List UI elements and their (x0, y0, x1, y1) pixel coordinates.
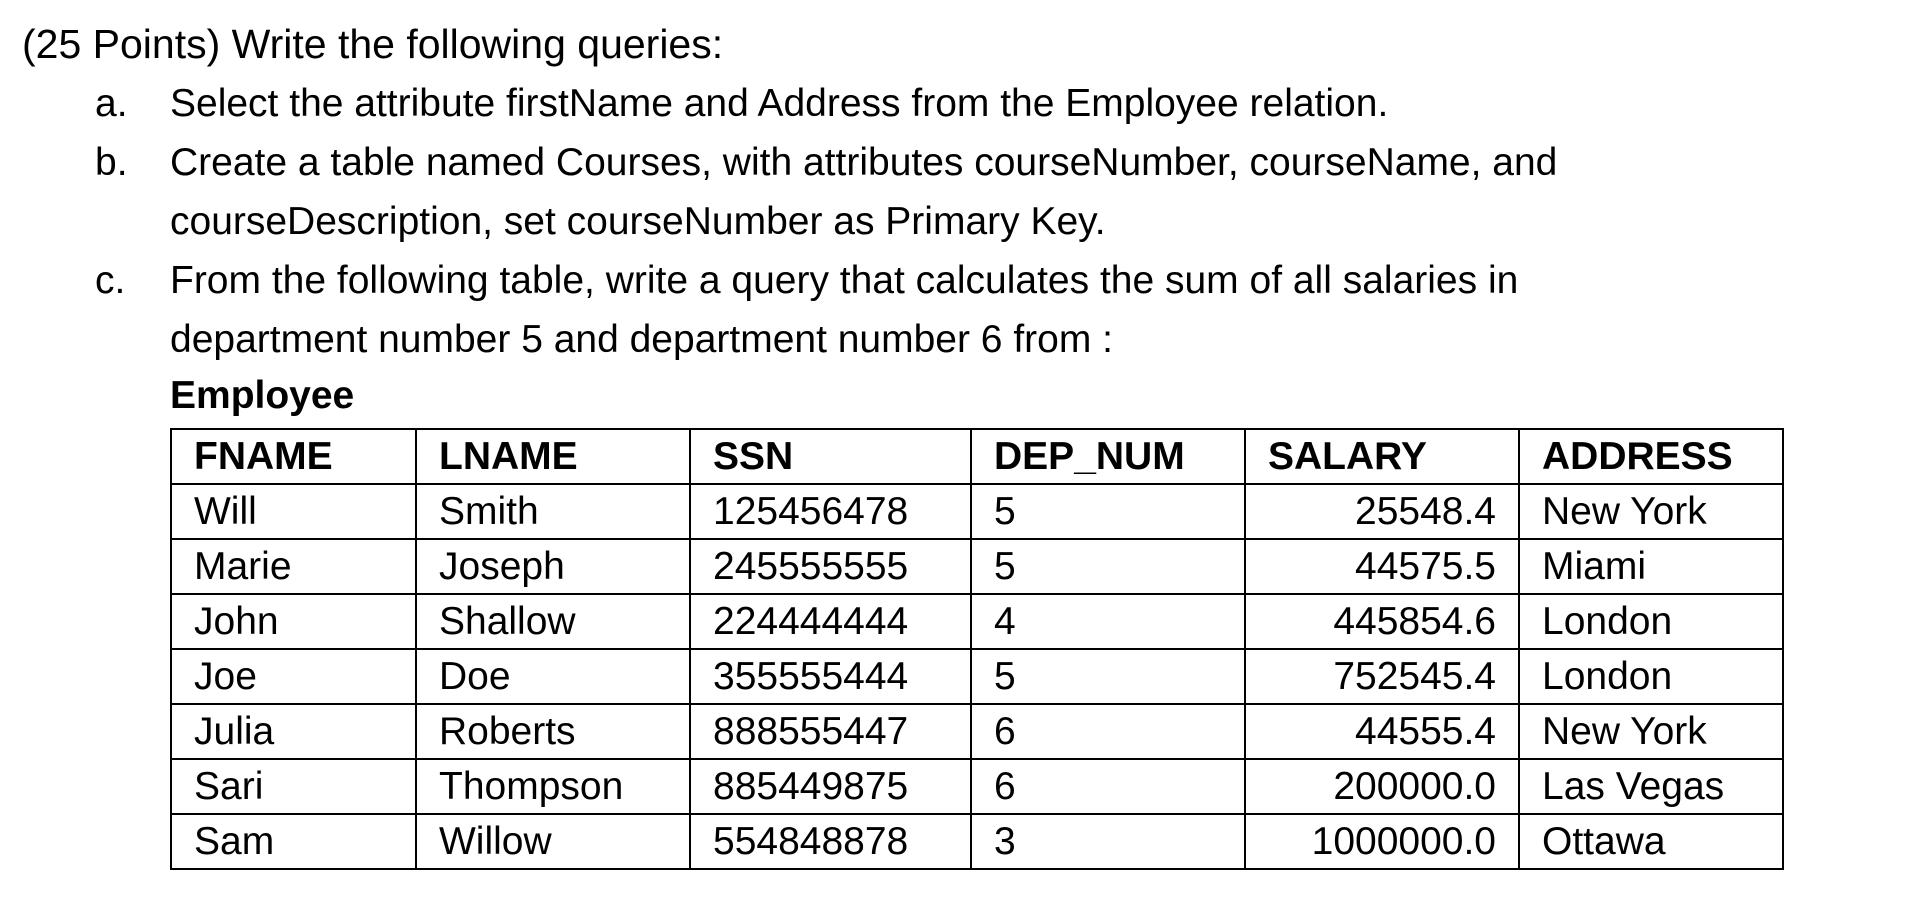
cell-salary: 200000.0 (1245, 759, 1519, 814)
cell-address: New York (1519, 484, 1783, 539)
column-header-ssn: SSN (690, 429, 971, 484)
cell-dep-num: 6 (971, 704, 1245, 759)
cell-ssn: 554848878 (690, 814, 971, 869)
cell-address: Las Vegas (1519, 759, 1783, 814)
cell-dep-num: 5 (971, 649, 1245, 704)
cell-fname: John (171, 594, 416, 649)
list-marker: b. (95, 141, 128, 184)
column-header-fname: FNAME (171, 429, 416, 484)
table-row (171, 484, 1783, 539)
table-row (171, 759, 1783, 814)
cell-fname: Will (171, 484, 416, 539)
cell-address: New York (1519, 704, 1783, 759)
cell-salary: 752545.4 (1245, 649, 1519, 704)
table-row (171, 594, 1783, 649)
cell-dep-num: 5 (971, 484, 1245, 539)
table-row (171, 649, 1783, 704)
cell-salary: 25548.4 (1245, 484, 1519, 539)
cell-address: London (1519, 649, 1783, 704)
cell-address: London (1519, 594, 1783, 649)
list-item-b (0, 133, 1912, 251)
cell-dep-num: 5 (971, 539, 1245, 594)
item-text: Select the attribute firstName and Address from the Employee relation. (170, 82, 1389, 125)
table-row (171, 814, 1783, 869)
cell-ssn: 224444444 (690, 594, 971, 649)
cell-lname: Willow (416, 814, 690, 869)
table-row (171, 704, 1783, 759)
cell-lname: Smith (416, 484, 690, 539)
question-heading: (25 Points) Write the following queries: (22, 21, 724, 67)
cell-fname: Joe (171, 649, 416, 704)
cell-fname: Marie (171, 539, 416, 594)
column-header-dep-num: DEP_NUM (971, 429, 1245, 484)
item-text: Create a table named Courses, with attributes courseNumber, courseName, and (170, 141, 1558, 184)
cell-salary: 445854.6 (1245, 594, 1519, 649)
cell-fname: Sam (171, 814, 416, 869)
cell-salary: 44575.5 (1245, 539, 1519, 594)
table-row (171, 539, 1783, 594)
cell-address: Ottawa (1519, 814, 1783, 869)
employee-table (170, 428, 1784, 870)
cell-ssn: 245555555 (690, 539, 971, 594)
column-header-salary: SALARY (1245, 429, 1519, 484)
cell-ssn: 885449875 (690, 759, 971, 814)
cell-salary: 44555.4 (1245, 704, 1519, 759)
list-item-a (0, 74, 1912, 133)
cell-lname: Joseph (416, 539, 690, 594)
cell-ssn: 355555444 (690, 649, 971, 704)
cell-fname: Sari (171, 759, 416, 814)
item-text-continued: courseDescription, set courseNumber as Primary Key. (170, 200, 1106, 243)
cell-salary: 1000000.0 (1245, 814, 1519, 869)
item-text: From the following table, write a query that calculates the sum of all salaries in (170, 259, 1519, 302)
cell-address: Miami (1519, 539, 1783, 594)
column-header-lname: LNAME (416, 429, 690, 484)
list-marker: a. (95, 82, 128, 125)
cell-dep-num: 4 (971, 594, 1245, 649)
cell-ssn: 888555447 (690, 704, 971, 759)
table-header-row (171, 429, 1783, 484)
cell-lname: Shallow (416, 594, 690, 649)
cell-dep-num: 3 (971, 814, 1245, 869)
cell-ssn: 125456478 (690, 484, 971, 539)
column-header-address: ADDRESS (1519, 429, 1783, 484)
cell-lname: Thompson (416, 759, 690, 814)
cell-dep-num: 6 (971, 759, 1245, 814)
cell-fname: Julia (171, 704, 416, 759)
query-list (0, 74, 1912, 369)
cell-lname: Roberts (416, 704, 690, 759)
cell-lname: Doe (416, 649, 690, 704)
list-marker: c. (95, 259, 126, 302)
table-caption: Employee (170, 374, 355, 417)
item-text-continued: department number 5 and department number 6 from : (170, 318, 1114, 361)
list-item-c (0, 251, 1912, 369)
